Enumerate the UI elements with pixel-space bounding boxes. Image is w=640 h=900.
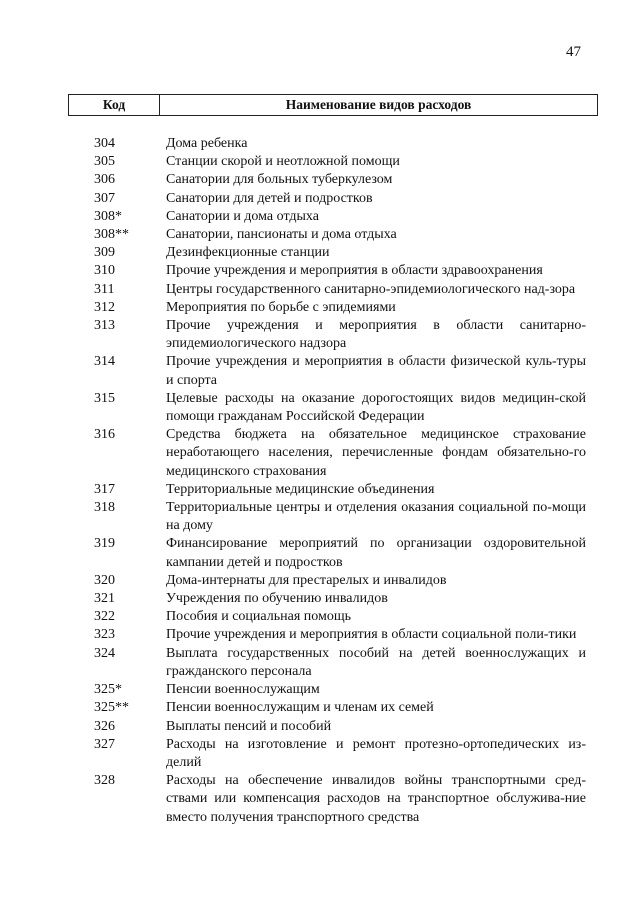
table-row xyxy=(92,190,592,208)
row-name: Прочие учреждения и мероприятия в области физической куль-туры и спорта xyxy=(166,354,586,388)
table-row xyxy=(92,535,592,571)
row-name: Дома-интернаты для престарелых и инвалидов xyxy=(166,572,447,588)
row-name: Целевые расходы на оказание дорогостоящих видов медицин-ской помощи гражданам Российской Федерации xyxy=(166,390,586,425)
row-name: Финансирование мероприятий по организации оздоровительной кампании детей и подростков xyxy=(166,536,586,570)
table-row xyxy=(92,626,592,644)
row-name: Выплаты пенсий и пособий xyxy=(166,718,332,734)
row-code: 318 xyxy=(94,500,115,516)
row-name: Санатории и дома отдыха xyxy=(166,208,319,224)
row-code: 313 xyxy=(94,318,115,334)
row-name: Прочие учреждения и мероприятия в области здравоохранения xyxy=(166,263,543,279)
row-code: 310 xyxy=(94,263,115,279)
row-name: Дома ребенка xyxy=(166,136,248,151)
table-row xyxy=(92,499,592,535)
expense-list xyxy=(92,135,592,827)
row-code: 328 xyxy=(94,773,115,789)
row-name: Санатории для больных туберкулезом xyxy=(166,172,393,188)
table-row xyxy=(92,590,592,608)
table-row xyxy=(92,608,592,626)
row-code: 319 xyxy=(94,536,115,552)
table-row xyxy=(92,390,592,426)
row-code: 324 xyxy=(94,645,115,661)
table-row xyxy=(92,135,592,153)
table-row xyxy=(92,681,592,699)
table-row xyxy=(92,772,592,827)
table-row xyxy=(92,226,592,244)
table-row xyxy=(92,699,592,717)
table-row xyxy=(92,317,592,353)
row-name: Расходы на обеспечение инвалидов войны транспортными сред-ствами или компенсация расходов на транспортное обслужива-ние вместо получения транспортного средства xyxy=(166,773,586,825)
table-row xyxy=(92,244,592,262)
row-code: 325** xyxy=(94,700,129,716)
row-code: 311 xyxy=(94,281,115,297)
row-code: 327 xyxy=(94,736,115,752)
row-name: Пенсии военнослужащим xyxy=(166,682,320,698)
row-code: 321 xyxy=(94,591,115,607)
table-row xyxy=(92,281,592,299)
row-name: Станции скорой и неотложной помощи xyxy=(166,154,400,170)
row-name: Пенсии военнослужащим и членам их семей xyxy=(166,700,434,716)
row-code: 322 xyxy=(94,609,115,625)
table-row xyxy=(92,299,592,317)
row-name: Учреждения по обучению инвалидов xyxy=(166,591,388,607)
row-code: 326 xyxy=(94,718,115,734)
table-row xyxy=(92,645,592,681)
table-row xyxy=(92,481,592,499)
table-header xyxy=(68,94,598,116)
row-code: 308* xyxy=(94,208,122,224)
table-row xyxy=(92,718,592,736)
column-header-code: Код xyxy=(69,95,160,115)
row-name: Расходы на изготовление и ремонт протезно-ортопедических из-делий xyxy=(166,736,586,770)
row-code: 314 xyxy=(94,354,115,370)
row-name: Дезинфекционные станции xyxy=(166,245,330,261)
row-code: 320 xyxy=(94,572,115,588)
row-name: Санатории, пансионаты и дома отдыха xyxy=(166,227,397,243)
row-code: 308** xyxy=(94,227,129,243)
row-code: 312 xyxy=(94,299,115,315)
page-number: 47 xyxy=(566,44,581,60)
table-row xyxy=(92,262,592,280)
table-row xyxy=(92,208,592,226)
row-name: Мероприятия по борьбе с эпидемиями xyxy=(166,299,396,315)
row-name: Выплата государственных пособий на детей военнослужащих и гражданского персонала xyxy=(166,645,586,679)
table-row xyxy=(92,353,592,389)
row-code: 304 xyxy=(94,136,115,151)
row-name: Средства бюджета на обязательное медицинское страхование неработающего населения, перечисленные фондам обязательно-го медицинского страхования xyxy=(166,427,586,479)
row-code: 325* xyxy=(94,682,122,698)
column-header-name: Наименование видов расходов xyxy=(285,97,472,112)
row-name: Пособия и социальная помощь xyxy=(166,609,352,625)
row-name: Прочие учреждения и мероприятия в области социальной поли-тики xyxy=(166,627,577,643)
row-code: 307 xyxy=(94,190,115,206)
table-row xyxy=(92,426,592,481)
row-name: Центры государственного санитарно-эпидемиологического над-зора xyxy=(166,281,576,297)
table-row xyxy=(92,736,592,772)
table-row xyxy=(92,171,592,189)
row-code: 316 xyxy=(94,427,115,443)
row-name: Прочие учреждения и мероприятия в области санитарно-эпидемиологического надзора xyxy=(166,318,586,352)
row-name: Санатории для детей и подростков xyxy=(166,190,373,206)
row-code: 305 xyxy=(94,154,115,170)
row-code: 323 xyxy=(94,627,115,643)
table-row xyxy=(92,572,592,590)
row-code: 317 xyxy=(94,481,115,497)
row-name: Территориальные центры и отделения оказания социальной по-мощи на дому xyxy=(166,500,586,534)
row-code: 306 xyxy=(94,172,115,188)
table-row xyxy=(92,153,592,171)
row-code: 315 xyxy=(94,390,115,406)
row-name: Территориальные медицинские объединения xyxy=(166,481,435,497)
row-code: 309 xyxy=(94,245,115,261)
